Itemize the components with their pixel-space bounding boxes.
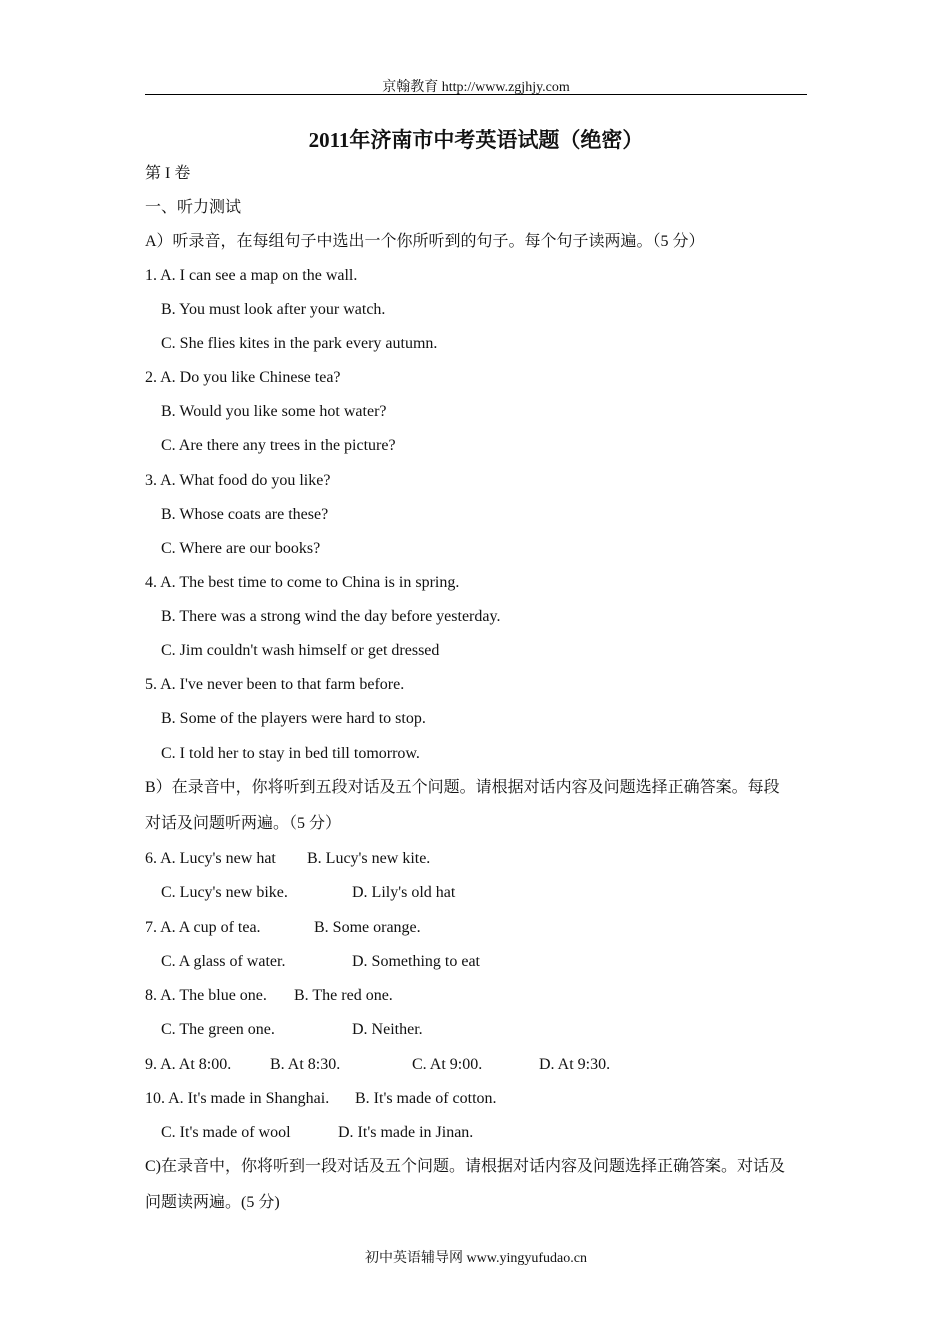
- question-9-option-d: D. At 9:30.: [539, 1056, 611, 1073]
- page-footer: 初中英语辅导网 www.yingyufudao.cn: [365, 1251, 587, 1266]
- question-10-option-d: D. It's made in Jinan.: [338, 1124, 474, 1141]
- question-1-option-c: C. She flies kites in the park every autumn.: [161, 335, 438, 352]
- question-2-option-c: C. Are there any trees in the picture?: [161, 437, 396, 454]
- question-5-option-b: B. Some of the players were hard to stop.: [161, 710, 426, 727]
- question-10-option-b: B. It's made of cotton.: [355, 1090, 497, 1107]
- question-2-option-b: B. Would you like some hot water?: [161, 403, 387, 420]
- question-8-option-b: B. The red one.: [294, 987, 393, 1004]
- question-5-option-c: C. I told her to stay in bed till tomorrow.: [161, 745, 420, 762]
- part-a-instruction: A）听录音，在每组句子中选出一个你所听到的句子。每个句子读两遍。（5 分）: [145, 233, 705, 250]
- header-rule: [145, 94, 807, 95]
- question-4-option-b: B. There was a strong wind the day before yesterday.: [161, 608, 501, 625]
- question-7-option-a: 7. A. A cup of tea.: [145, 919, 261, 936]
- question-1-option-b: B. You must look after your watch.: [161, 301, 386, 318]
- question-6-option-b: B. Lucy's new kite.: [307, 850, 431, 867]
- volume-label: 第 I 卷: [145, 165, 191, 182]
- part-b-instruction-line-1: B）在录音中，你将听到五段对话及五个问题。请根据对话内容及问题选择正确答案。每段: [145, 779, 780, 796]
- question-3-option-b: B. Whose coats are these?: [161, 506, 329, 523]
- section-heading: 一、听力测试: [145, 199, 242, 216]
- page-header: 京翰教育 http://www.zgjhjy.com: [382, 80, 570, 95]
- question-3-option-a: 3. A. What food do you like?: [145, 472, 331, 489]
- question-10-option-a: 10. A. It's made in Shanghai.: [145, 1090, 330, 1107]
- question-7-option-c: C. A glass of water.: [161, 953, 286, 970]
- question-7-option-b: B. Some orange.: [314, 919, 421, 936]
- question-9-option-a: 9. A. At 8:00.: [145, 1056, 232, 1073]
- question-8-option-a: 8. A. The blue one.: [145, 987, 267, 1004]
- question-3-option-c: C. Where are our books?: [161, 540, 321, 557]
- question-9-option-b: B. At 8:30.: [270, 1056, 341, 1073]
- part-c-instruction-line-2: 问题读两遍。(5 分): [145, 1194, 280, 1211]
- question-4-option-c: C. Jim couldn't wash himself or get dressed: [161, 642, 440, 659]
- question-7-option-d: D. Something to eat: [352, 953, 480, 970]
- question-1-option-a: 1. A. I can see a map on the wall.: [145, 267, 358, 284]
- question-6-option-a: 6. A. Lucy's new hat: [145, 850, 276, 867]
- question-8-option-d: D. Neither.: [352, 1021, 423, 1038]
- part-b-instruction-line-2: 对话及问题听两遍。（5 分）: [145, 815, 342, 832]
- question-5-option-a: 5. A. I've never been to that farm before.: [145, 676, 405, 693]
- question-8-option-c: C. The green one.: [161, 1021, 275, 1038]
- question-6-option-c: C. Lucy's new bike.: [161, 884, 288, 901]
- question-10-option-c: C. It's made of wool: [161, 1124, 291, 1141]
- question-9-option-c: C. At 9:00.: [412, 1056, 483, 1073]
- part-c-instruction-line-1: C)在录音中，你将听到一段对话及五个问题。请根据对话内容及问题选择正确答案。对话及: [145, 1158, 786, 1175]
- question-4-option-a: 4. A. The best time to come to China is in spring.: [145, 574, 460, 591]
- page-title: 2011年济南市中考英语试题（绝密）: [308, 128, 644, 152]
- question-6-option-d: D. Lily's old hat: [352, 884, 456, 901]
- question-2-option-a: 2. A. Do you like Chinese tea?: [145, 369, 341, 386]
